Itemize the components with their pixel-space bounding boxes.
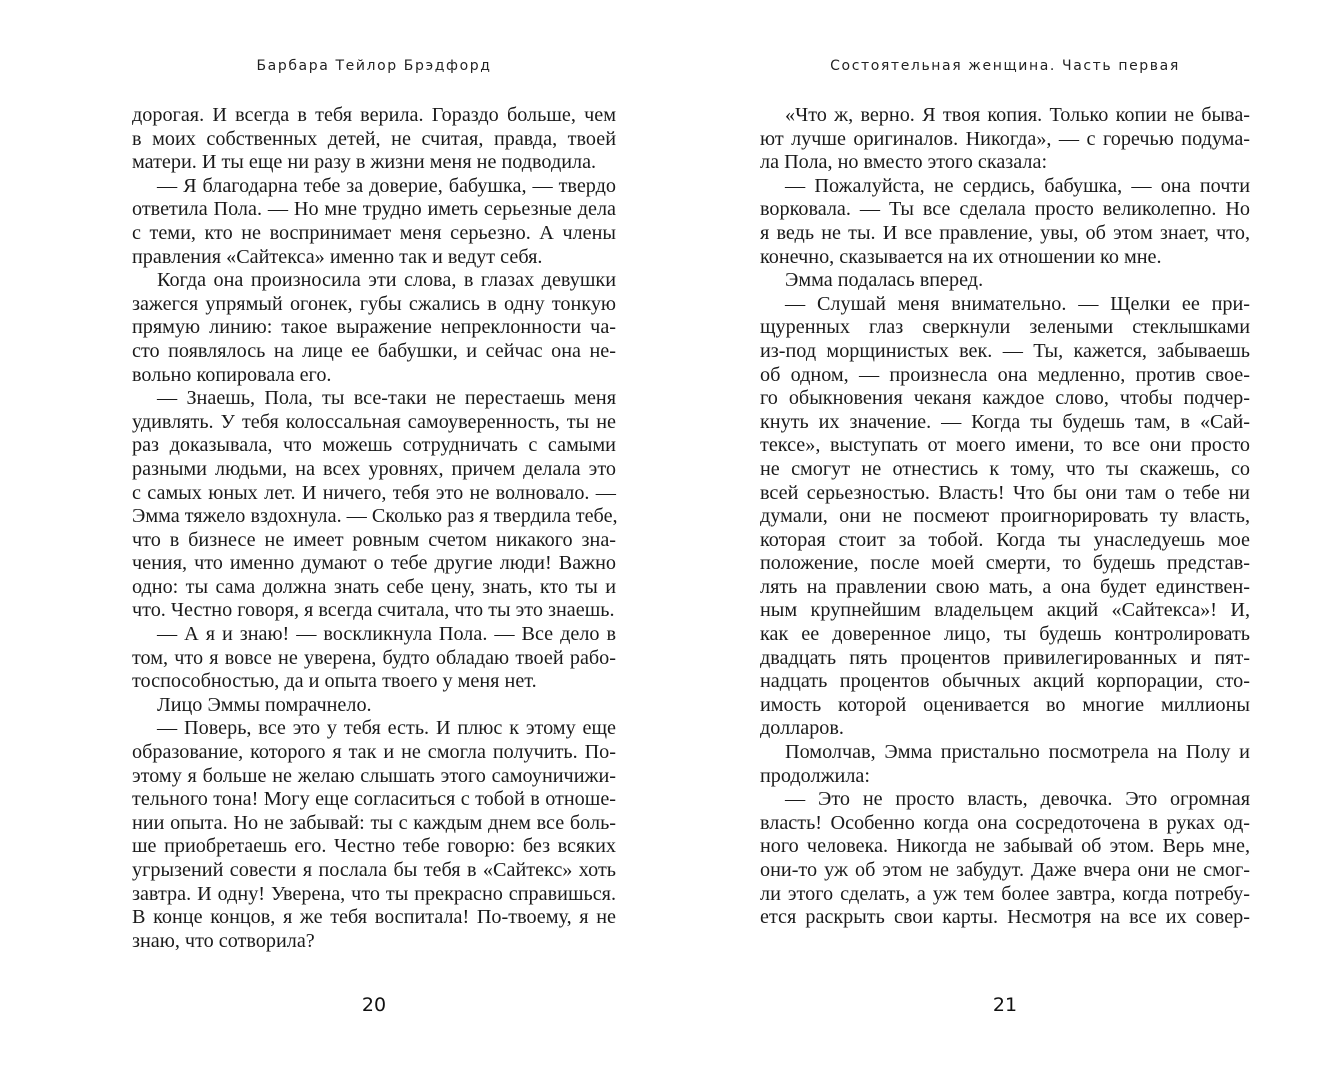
text-line: что в бизнесе не имеет ровным счетом никакого зна- — [132, 528, 616, 551]
text-line: из-под морщинистых век. — Ты, кажется, забываешь — [760, 339, 1250, 362]
text-line: ответила Пола. — Но мне трудно иметь серьезные дела — [132, 198, 616, 221]
text-line: ли этого сделать, а уж тем более завтра, когда потребу- — [760, 882, 1250, 905]
text-line: ворковала. — Ты все сделала просто великолепно. Но — [760, 198, 1250, 221]
text-line: нии опыта. Но не забывай: ты с каждым днем все боль- — [132, 811, 616, 834]
text-line: прямую линию: такое выражение непреклонности ча- — [132, 316, 616, 339]
text-line: — Поверь, все это у тебя есть. И плюс к этому еще — [157, 717, 616, 740]
text-line: Когда она произносила эти слова, в глазах девушки — [157, 269, 616, 292]
text-line: надцать процентов обычных акций корпорации, сто- — [760, 670, 1250, 693]
text-line: ла Пола, но вместо этого сказала: — [760, 151, 1048, 174]
text-line: думали, они не посмеют проигнорировать ту власть, — [760, 505, 1250, 528]
text-line: — Я благодарна тебе за доверие, бабушка, — твердо — [157, 174, 616, 197]
text-line: знаю, что сотворила? — [132, 929, 315, 952]
text-line: с теми, кто не воспринимает меня серьезно. А члены — [132, 221, 616, 244]
text-line: — Знаешь, Пола, ты все-таки не перестаешь меня — [157, 387, 616, 410]
text-line: Лицо Эммы помрачнело. — [157, 693, 372, 716]
right-page-body — [760, 104, 1250, 930]
text-line: Эмма тяжело вздохнула. — Сколько раз я твердила тебе, — [132, 505, 618, 528]
text-line: положение, после моей смерти, то будешь представ- — [760, 552, 1250, 575]
text-line: с самых юных лет. И ничего, тебя это не волновало. — — [132, 481, 616, 504]
text-line: ного человека. Никогда не забывай об этом. Верь мне, — [760, 835, 1250, 858]
text-line: как ее доверенное лицо, ты будешь контролировать — [760, 623, 1250, 646]
text-line: продолжила: — [760, 764, 870, 787]
text-line: сто появлялось на лице ее бабушки, и сейчас она не- — [132, 339, 616, 362]
text-line: го обыкновения чеканя каждое слово, чтобы подчер- — [760, 387, 1250, 410]
text-line: В конце концов, я же тебя воспитала! По-твоему, я не — [132, 906, 616, 929]
text-line: ется раскрыть свои карты. Несмотря на все их совер- — [760, 906, 1250, 929]
text-line: ным крупнейшим владельцем акций «Сайтекса»! И, — [760, 599, 1250, 622]
left-page — [132, 0, 616, 1080]
running-head-author: Барбара Тейлор Брэдфорд — [256, 58, 492, 74]
right-page — [760, 0, 1250, 1080]
text-line: они-то уж об этом не забудут. Даже вчера они не смог- — [760, 859, 1250, 881]
text-line: в моих собственных детей, не считая, правда, твоей — [132, 127, 616, 150]
text-line: двадцать пять процентов привилегированных и пят- — [760, 646, 1250, 669]
text-line: — Слушай меня внимательно. — Щелки ее при- — [785, 292, 1250, 315]
text-line: об одном, — произнесла она медленно, против свое- — [760, 363, 1250, 386]
text-line: одно: ты сама должна знать себе цену, знать, кто ты и — [132, 575, 616, 598]
text-line: Помолчав, Эмма пристально посмотрела на Полу и — [785, 741, 1250, 764]
text-line: завтра. И одну! Уверена, что ты прекрасно справишься. — [132, 882, 616, 905]
text-line: — А я и знаю! — воскликнула Пола. — Все дело в — [157, 623, 616, 646]
text-line: ют лучше оригиналов. Никогда», — с горечью подума- — [760, 127, 1250, 150]
text-line: матери. И ты еще ни разу в жизни меня не подводила. — [132, 151, 597, 174]
page-number-left: 20 — [361, 994, 387, 1016]
text-line: тельного тона! Могу еще согласиться с тобой в отноше- — [132, 788, 616, 811]
text-line: что. Честно говоря, я всегда считала, что ты это знаешь. — [132, 599, 615, 622]
text-line: долларов. — [760, 717, 844, 740]
text-line: Эмма подалась вперед. — [785, 269, 984, 292]
text-line: не смогут не отнестись к тому, что ты скажешь, со — [760, 457, 1250, 480]
text-line: этому я больше не желаю слышать этого самоуничижи- — [132, 764, 616, 787]
text-line: тексе», выступать от моего имени, то все они просто — [760, 434, 1250, 457]
text-line: — Пожалуйста, не сердись, бабушка, — она почти — [785, 174, 1250, 197]
text-line: конечно, сказывается на их отношении ко мне. — [760, 245, 1162, 268]
text-line: тоспособностью, да и опыта твоего у меня нет. — [132, 670, 537, 693]
text-line: ше приобретаешь его. Честно тебе говорю: без всяких — [132, 835, 616, 858]
page-number-right: 21 — [992, 994, 1018, 1016]
left-page-body — [132, 104, 616, 953]
text-line: имость которой оценивается во многие миллионы — [760, 693, 1250, 716]
text-line: лять на правлении свою мать, а она будет единствен- — [760, 575, 1250, 598]
text-line: угрызений совести я послала бы тебя в «Сайтекс» хоть — [132, 859, 616, 881]
text-line: разными людьми, на всех уровнях, причем делала это — [132, 457, 616, 480]
text-line: вольно копировала его. — [132, 363, 332, 386]
text-line: чения, что именно думают о тебе другие люди! Важно — [132, 552, 616, 575]
text-line: образование, которого я так и не смогла получить. По- — [132, 741, 616, 764]
text-line: раз доказывала, что можешь сотрудничать с самыми — [132, 434, 616, 457]
text-line: всей серьезностью. Власть! Что бы они там о тебе ни — [760, 481, 1250, 504]
text-line: «Что ж, верно. Я твоя копия. Только копии не быва- — [785, 104, 1250, 126]
text-line: — Это не просто власть, девочка. Это огромная — [785, 788, 1250, 811]
text-line: кнуть их значение. — Когда ты будешь там, в «Сай- — [760, 410, 1250, 433]
text-line: я ведь не ты. И все правление, увы, об этом знает, что, — [760, 221, 1250, 244]
text-line: том, что я вовсе не уверена, будто обладаю твоей рабо- — [132, 646, 616, 669]
running-head-title: Состоятельная женщина. Часть первая — [830, 58, 1180, 74]
text-line: которая стоит за тобой. Когда ты унаследуешь мое — [760, 528, 1250, 551]
text-line: правления «Сайтекса» именно так и ведут себя. — [132, 245, 543, 268]
text-line: удивлять. У тебя колоссальная самоуверенность, ты не — [132, 410, 616, 433]
text-line: щуренных глаз сверкнули зелеными стеклышками — [760, 316, 1250, 339]
text-line: власть! Особенно когда она сосредоточена в руках од- — [760, 811, 1250, 834]
text-line: зажегся упрямый огонек, губы сжались в одну тонкую — [132, 292, 616, 315]
text-line: дорогая. И всегда в тебя верила. Гораздо больше, чем — [132, 104, 616, 126]
